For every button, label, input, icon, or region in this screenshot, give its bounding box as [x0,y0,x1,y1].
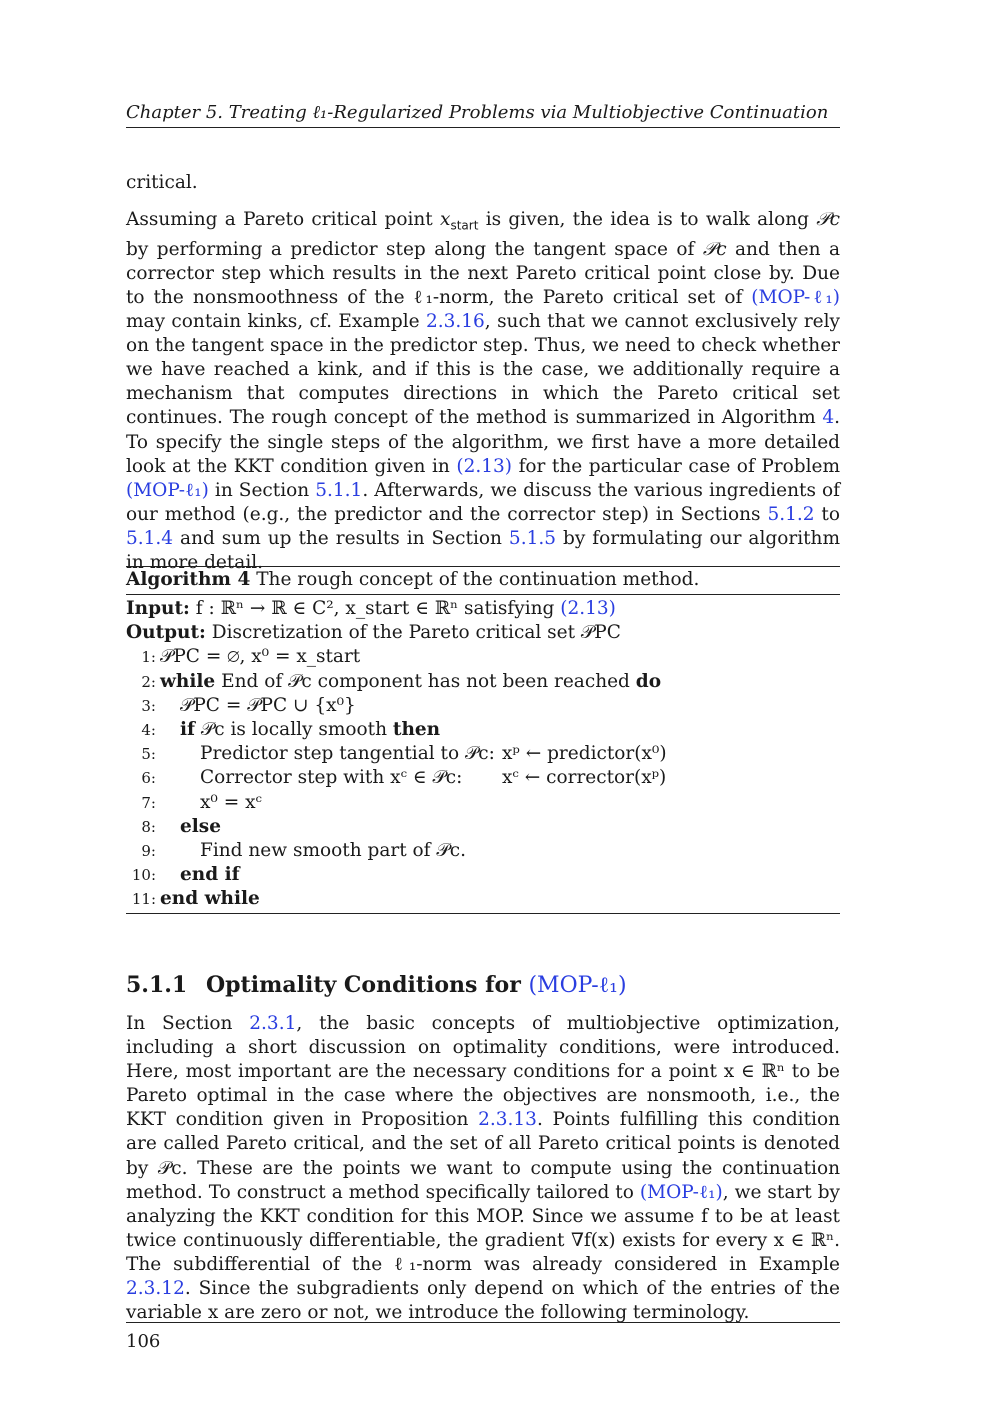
algorithm-line [126,670,840,694]
algorithm-line [126,766,840,790]
keyword: do [635,670,662,692]
intro-text: may contain kinks, cf. Example [126,311,426,333]
algorithm-line [126,887,840,911]
pareto-set-symbol: 𝒫c [816,209,840,230]
section-link[interactable]: 5.1.4 [126,527,174,549]
intro-text: , such that we cannot exclusively rely on the tangent space in the predictor step. Thus, we need to check whether we have reached a kink, and if this is the case, we additionally require a mechanism that computes directions in which the Pareto critical set continues. The rough concept of the method is summarized in Algorithm [126,311,840,429]
line-text: x⁰ = xᶜ [200,791,262,813]
example-link[interactable]: 2.3.16 [425,311,485,333]
intro-text: by formulating our algorithm in more detail. [126,527,840,573]
intro-text: . To specify the single steps of the algorithm, we first have a more detailed look at the KKT condition given in [126,407,840,477]
body-paragraph [126,1012,840,1325]
line-text: Find new smooth part of 𝒫c. [200,839,466,861]
line-assignment: xᵖ ← predictor(x⁰) [502,743,667,765]
intro-text: to [814,503,840,525]
line-number: 9: [141,841,156,860]
section-title: Optimality Conditions for [206,972,529,998]
algorithm-line [126,815,840,839]
section-link[interactable]: 5.1.5 [508,527,556,549]
section-link[interactable]: 2.3.1 [249,1013,297,1034]
mop-link[interactable]: (MOP-ℓ₁) [528,973,627,998]
line-assignment: xᶜ ← corrector(xᵖ) [502,767,667,789]
algorithm-line [126,863,840,887]
keyword: then [392,718,441,740]
line-number: 7: [141,793,156,812]
line-number: 6: [141,769,156,788]
line-text: Predictor step tangential to 𝒫c: [200,743,495,765]
algorithm-line [126,645,840,669]
body-text: In Section [126,1013,250,1034]
equation-link[interactable]: (2.13) [456,455,513,477]
mop-link[interactable]: (MOP-ℓ₁) [126,479,209,501]
line-number: 11: [131,890,156,909]
algorithm-output [126,621,840,645]
output-label: Output: [126,622,206,644]
body-text: . Points fulfilling this condition are called Pareto critical, and the set of all Pareto critical points is denoted by 𝒫c. These are the points we want to compute using the continuation method. To construct a method specifically tailored to [126,1109,840,1203]
body-text: , the basic concepts of multiobjective optimization, including a short discussion on optimality conditions, were introduced. Here, most important are the necessary conditions for a point x ∈ ℝⁿ to be Pareto optimal in the case where the objectives are nonsmooth, i.e., the KKT condition given in Proposition [126,1013,840,1131]
line-number: 5: [141,745,156,764]
algorithm-box [126,566,840,914]
pareto-set-symbol: 𝒫c [702,238,727,260]
intro-text: for the particular case of Problem [512,455,841,477]
body-text: . Since the subgradients only depend on which of the entries of the variable x are zero or not, we introduce the following terminology. [126,1278,840,1324]
line-text: End of 𝒫c component has not been reached [215,670,636,692]
intro-text: in Section [208,479,316,501]
continuation-text: critical. [126,172,198,193]
algorithm-caption [126,567,840,595]
line-number: 4: [141,720,156,739]
footer-rule [126,1322,840,1323]
running-header: Chapter 5. Treating ℓ₁-Regularized Problems via Multiobjective Continuation [126,100,840,128]
algorithm-line [126,742,840,766]
input-text: f : ℝⁿ → ℝ ∈ C², x_start ∈ ℝⁿ satisfying [189,598,561,619]
section-number: 5.1.1 [126,972,188,998]
keyword: end while [160,888,260,910]
line-number: 1: [141,648,156,667]
algorithm-line [126,718,840,742]
line-text: 𝒫c is locally smooth [195,718,393,740]
mop-link[interactable]: (MOP-ℓ₁) [639,1181,723,1203]
keyword: else [180,815,221,837]
algorithm-input [126,597,840,621]
line-number: 3: [141,696,156,715]
equation-link[interactable]: (2.13) [560,598,616,619]
intro-text: Assuming a Pareto critical point [126,209,441,230]
line-number: 10: [131,866,156,885]
line-text: Corrector step with xᶜ ∈ 𝒫c: [200,767,463,789]
x-start-symbol: x [440,209,451,230]
keyword: if [180,718,195,740]
line-number: 2: [141,672,156,691]
intro-text: is given, the idea is to walk along [478,209,817,230]
algorithm-line [126,694,840,718]
intro-text: and sum up the results in Section [173,527,509,549]
intro-paragraph [126,208,840,575]
body-text: , we start by analyzing the KKT condition for this MOP. Since we assume f to be at least twice continuously differentiable, the gradient ∇f(x) exists for every x ∈ ℝⁿ. The subdifferential of the ℓ₁-norm was already considered in Example [126,1181,840,1275]
example-link[interactable]: 2.3.12 [126,1278,185,1300]
section-link[interactable]: 5.1.2 [767,503,815,525]
page-number: 106 [126,1331,161,1352]
algorithm-line [126,791,840,815]
keyword: while [160,670,216,692]
algorithm-caption-text: The rough concept of the continuation method. [250,569,700,590]
line-number: 8: [141,817,156,836]
x-start-subscript: start [450,218,479,233]
intro-text: . Afterwards, we discuss the various ingredients of our method (e.g., the predictor and the corrector step) in Sections [126,479,840,525]
algorithm-line [126,839,840,863]
proposition-link[interactable]: 2.3.13 [478,1109,537,1131]
line-text: 𝒫PC = 𝒫PC ∪ {x⁰} [180,694,356,716]
input-label: Input: [126,598,190,619]
mop-link[interactable]: (MOP-ℓ₁) [751,286,840,308]
intro-text: and then a corrector step which results in the next Pareto critical point close by. Due to the nonsmoothness of the ℓ₁-norm, the Pareto critical set of [126,238,840,308]
output-text: Discretization of the Pareto critical set 𝒫PC [205,622,621,644]
algorithm-caption-label: Algorithm 4 [126,569,251,590]
section-link[interactable]: 5.1.1 [315,479,363,501]
section-heading [126,969,840,1002]
algorithm-link[interactable]: 4 [822,407,835,429]
keyword: end if [180,864,240,886]
line-text: 𝒫PC = ∅, x⁰ = x_start [160,646,361,668]
algorithm-body [126,595,840,913]
intro-text: by performing a predictor step along the tangent space of [126,238,703,260]
